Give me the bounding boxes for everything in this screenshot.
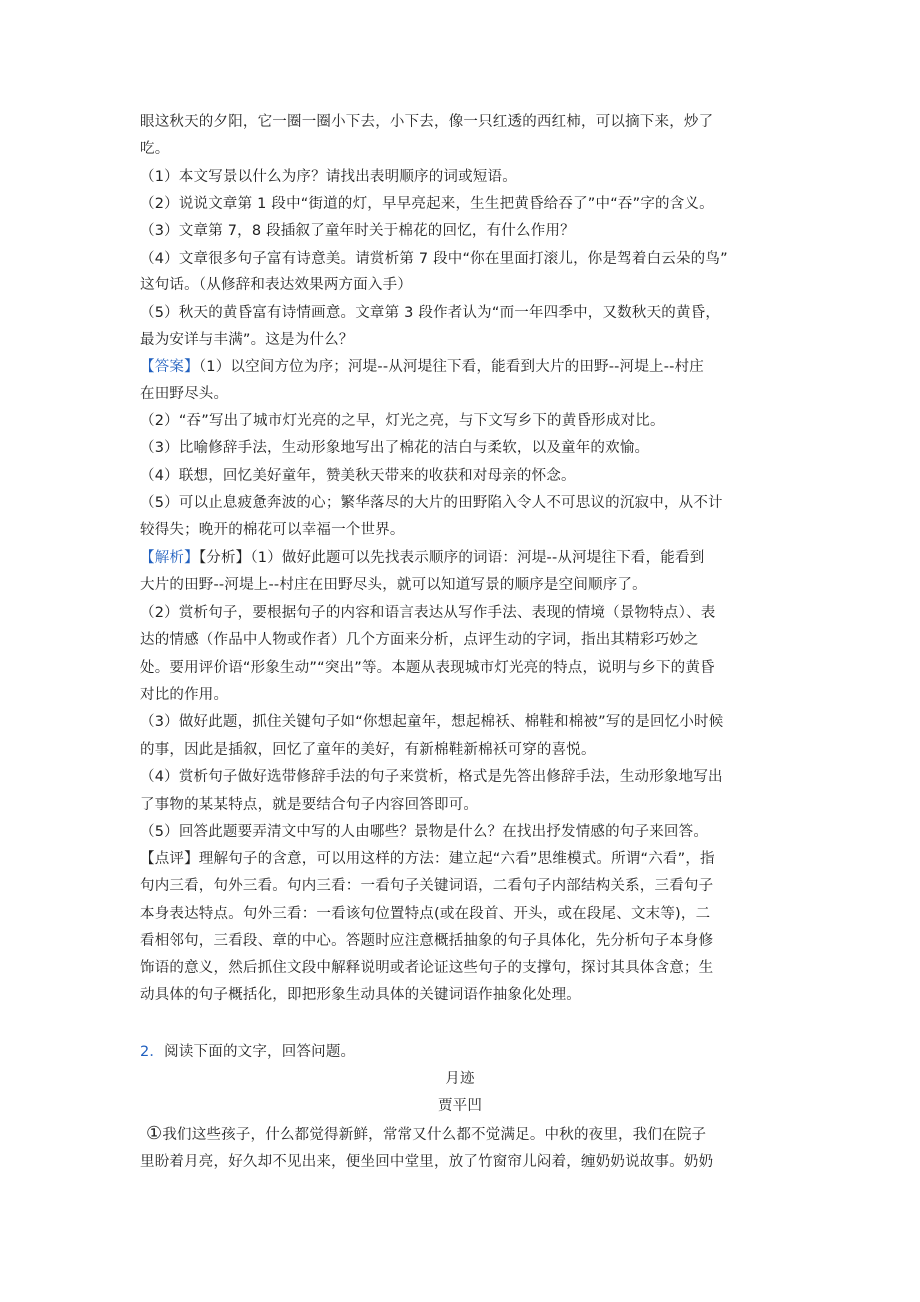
article-author: 贾平凹 — [437, 1098, 483, 1114]
question-2: （2）说说文章第 1 段中“街道的灯，早早亮起来，生生把黄昏给吞了”中“吞”字的含义。 — [140, 196, 714, 212]
answer-line: （5）可以止息疲惫奔波的心；繁华落尽的大片的田野陷入令人不可思议的沉寂中，从不计 — [140, 495, 723, 511]
paragraph-line: 里盼着月亮，好久却不见出来，便坐回中堂里，放了竹窗帘儿闷着，缠奶奶说故事。奶奶 — [140, 1154, 714, 1170]
answer-line: 在田野尽头。 — [140, 386, 229, 402]
analysis-line: （3）做好此题，抓住关键句子如“你想起童年，想起棉袄、棉鞋和棉被”写的是回忆小时候 — [140, 714, 724, 730]
analysis-line: 达的情感（作品中人物或作者）几个方面来分析，点评生动的字词，指出其精彩巧妙之 — [140, 632, 699, 648]
article-title: 月迹 — [445, 1071, 475, 1087]
question-2-heading — [140, 1042, 780, 1062]
analysis-line: 大片的田野--河堤上--村庄在田野尽头，就可以知道写景的顺序是空间顺序了。 — [140, 577, 647, 593]
paragraph-line — [146, 1124, 780, 1145]
question-3: （3）文章第 7，8 段插叙了童年时关于棉花的回忆，有什么作用？ — [140, 223, 575, 239]
comment-line: 【点评】理解句子的含意，可以用这样的方法：建立起“六看”思维模式。所谓“六看”，指 — [140, 851, 715, 867]
analysis-text: 【分析】（1）做好此题可以先找表示顺序的词语：河堤--从河堤往下看，能看到 — [198, 550, 705, 566]
analysis-line: 对比的作用。 — [140, 687, 229, 703]
text-line: 这句话。（从修辞和表达效果两方面入手） — [140, 277, 413, 293]
answer-line: （4）联想，回忆美好童年，赞美秋天带来的收获和对母亲的怀念。 — [140, 468, 576, 484]
answer-tag: 【答案】 — [140, 359, 199, 375]
text-line: 最为安详与丰满”。这是为什么？ — [140, 332, 354, 348]
analysis-line: （2）赏析句子，要根据句子的内容和语言表达从写作手法、表现的情境（景物特点）、表 — [140, 605, 716, 621]
paragraph-text: 我们这些孩子，什么都觉得新鲜，常常又什么都不觉满足。中秋的夜里，我们在院子 — [162, 1127, 707, 1143]
analysis-line: 了事物的某某特点，就是要结合句子内容回答即可。 — [140, 797, 479, 813]
answer-line: 较得失；晚开的棉花可以幸福一个世界。 — [140, 522, 405, 538]
answer-line: （2）“吞”写出了城市灯光亮的之早，灯光之亮，与下文写乡下的黄昏形成对比。 — [140, 413, 665, 429]
question-1: （1）本文写景以什么为序？请找出表明顺序的词或短语。 — [140, 169, 517, 185]
comment-line: 饰语的意义，然后抓住文段中解释说明或者论证这些句子的支撑句，探讨其具体含意；生 — [140, 960, 714, 976]
question-prompt: 阅读下面的文字，回答问题。 — [164, 1044, 356, 1060]
answer-line: （3）比喻修辞手法，生动形象地写出了棉花的洁白与柔软，以及童年的欢愉。 — [140, 440, 650, 456]
question-number: 2． — [140, 1044, 165, 1060]
analysis-line: 的事，因此是插叙，回忆了童年的美好，有新棉鞋新棉袄可穿的喜悦。 — [140, 742, 596, 758]
analysis-line — [140, 548, 780, 568]
comment-line: 动具体的句子概括化，即把形象生动具体的关键词语作抽象化处理。 — [140, 987, 581, 1003]
text-line: 眼这秋天的夕阳，它一圈一圈小下去，小下去，像一只红透的西红柿，可以摘下来，炒了 — [140, 114, 714, 130]
question-4: （4）文章很多句子富有诗意美。请赏析第 7 段中“你在里面打滚儿，你是驾着白云朵的鸟” — [140, 251, 728, 267]
comment-line: 看相邻句，三看段、章的中心。答题时应注意概括抽象的句子具体化，先分析句子本身修 — [140, 933, 714, 949]
answer-line — [140, 357, 780, 377]
comment-line: 句内三看，句外三看。句内三看：一看句子关键词语，二看句子内部结构关系，三看句子 — [140, 878, 714, 894]
circled-number: ① — [146, 1123, 163, 1144]
text-line: 吃。 — [140, 141, 170, 157]
comment-line: 本身表达特点。句外三看：一看该句位置特点(或在段首、开头，或在段尾、文末等)，二 — [140, 906, 711, 922]
analysis-tag: 【解析】 — [140, 550, 199, 566]
question-5: （5）秋天的黄昏富有诗情画意。文章第 3 段作者认为“而一年四季中，又数秋天的黄昏， — [140, 305, 721, 321]
answer-text: （1）以空间方位为序；河堤--从河堤往下看，能看到大片的田野--河堤上--村庄 — [198, 359, 704, 375]
analysis-line: （4）赏析句子做好选带修辞手法的句子来赏析，格式是先答出修辞手法，生动形象地写出 — [140, 769, 723, 785]
analysis-line: （5）回答此题要弄清文中写的人由哪些？景物是什么？在找出抒发情感的句子来回答。 — [140, 824, 709, 840]
analysis-line: 处。要用评价语“形象生动”“突出”等。本题从表现城市灯光亮的特点，说明与乡下的黄昏 — [140, 660, 715, 676]
